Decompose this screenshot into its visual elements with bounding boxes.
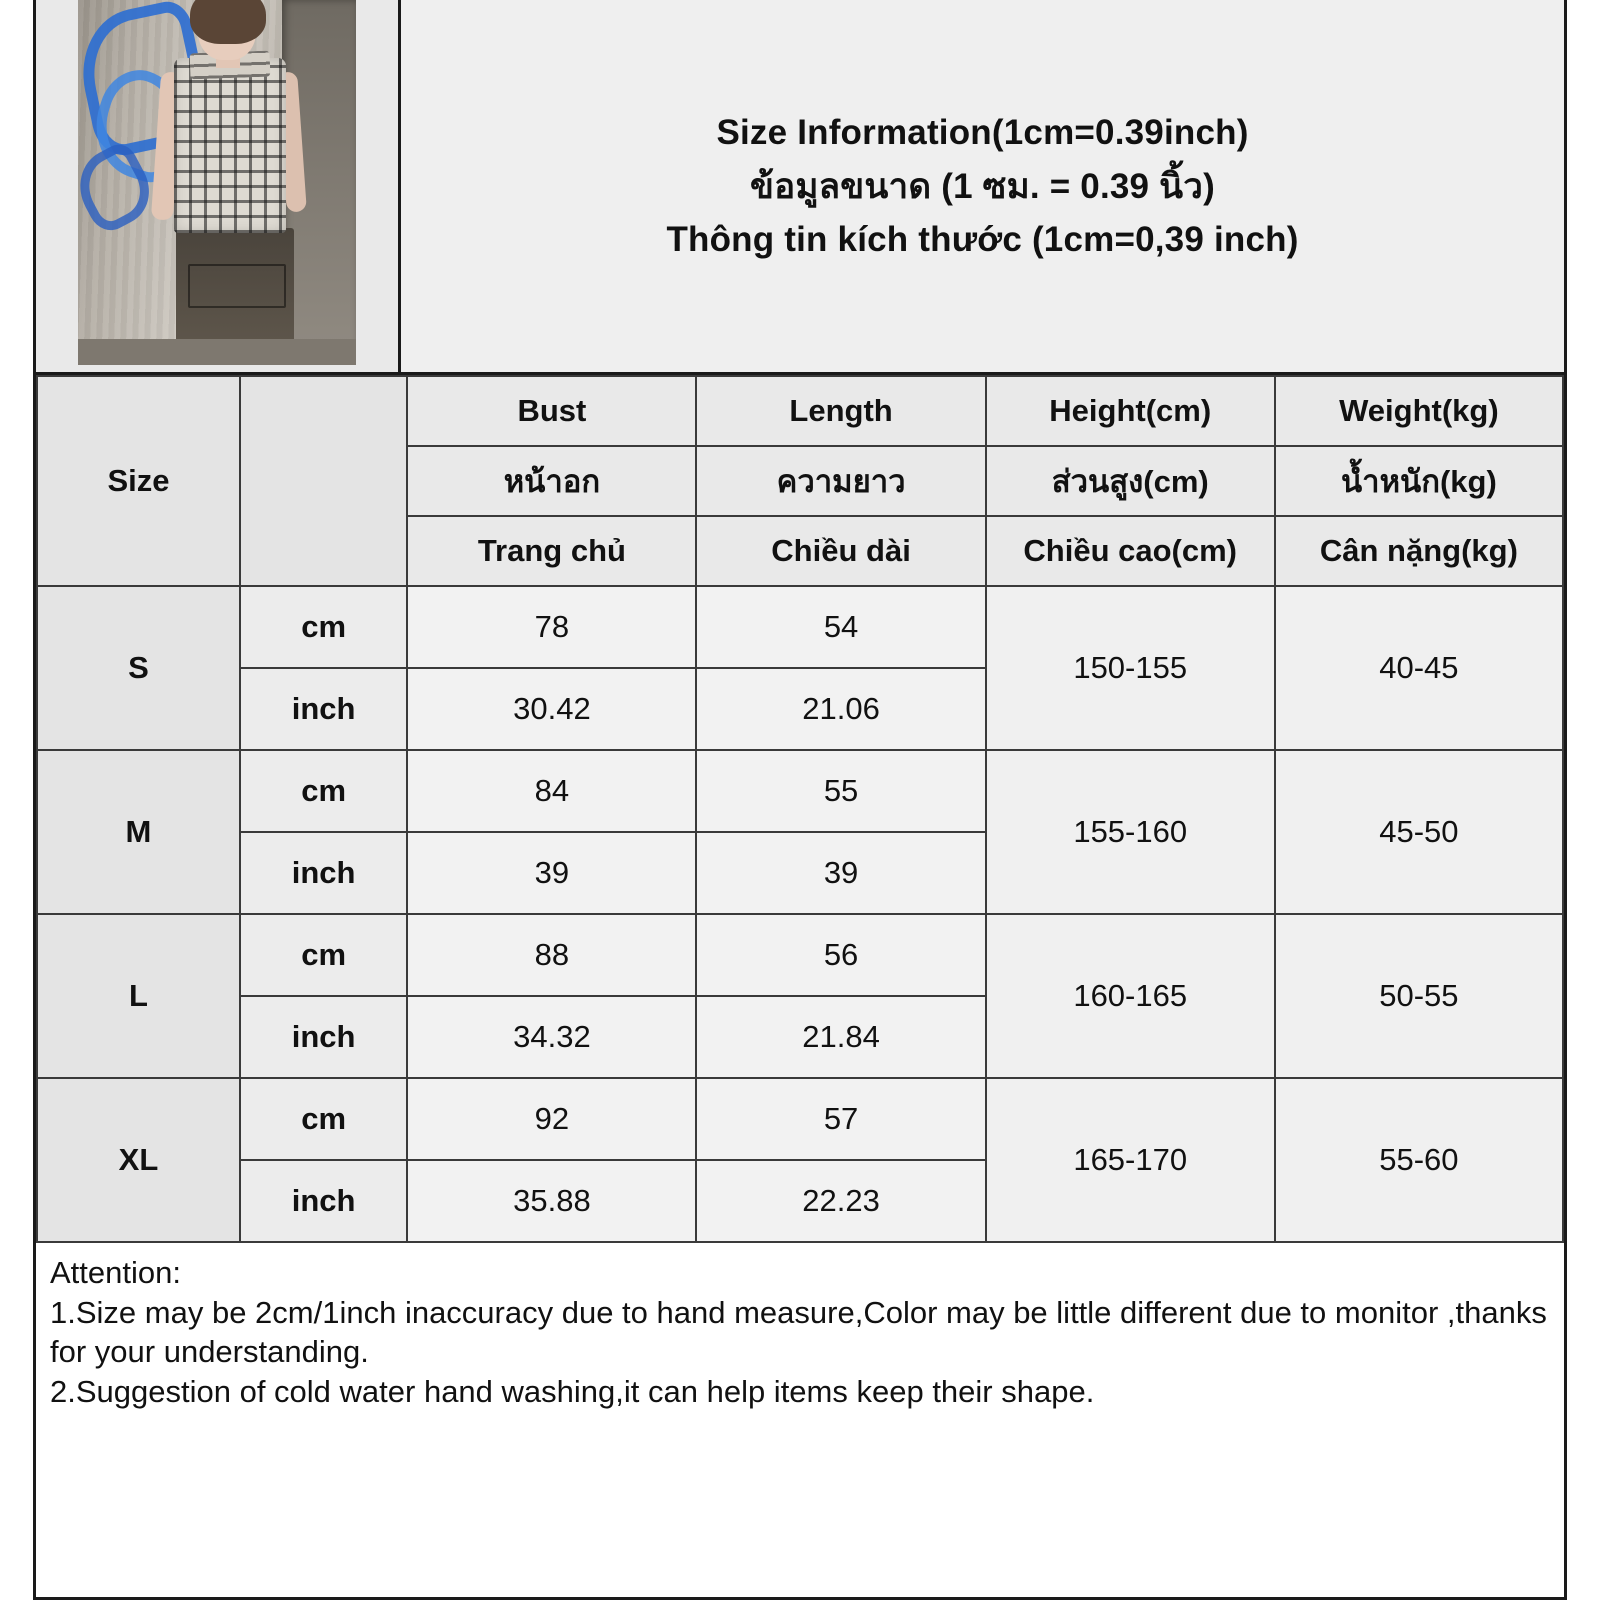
unit-cm: cm: [240, 1078, 407, 1160]
col-length-vi: Chiều dài: [696, 516, 985, 586]
m-bust-cm: 84: [407, 750, 696, 832]
l-length-cm: 56: [696, 914, 985, 996]
chart-header: [36, 0, 1564, 375]
row-size-s: S: [37, 586, 240, 750]
xl-height: 165-170: [986, 1078, 1275, 1242]
col-bust-en: Bust: [407, 376, 696, 446]
col-height-vi: Chiều cao(cm): [986, 516, 1275, 586]
l-length-inch: 21.84: [696, 996, 985, 1078]
attention-line-2: 2.Suggestion of cold water hand washing,it can help items keep their shape.: [50, 1374, 1095, 1410]
xl-bust-inch: 35.88: [407, 1160, 696, 1242]
row-size-m: M: [37, 750, 240, 914]
xl-weight: 55-60: [1275, 1078, 1563, 1242]
col-weight-vi: Cân nặng(kg): [1275, 516, 1563, 586]
s-bust-cm: 78: [407, 586, 696, 668]
table-row: [37, 1078, 1563, 1160]
unit-cm: cm: [240, 586, 407, 668]
title-block: [401, 0, 1564, 372]
unit-inch: inch: [240, 996, 407, 1078]
ground-strip: [78, 339, 356, 365]
product-photo: [78, 0, 356, 365]
l-bust-cm: 88: [407, 914, 696, 996]
product-photo-cell: [36, 0, 401, 372]
attention-line-1: 1.Size may be 2cm/1inch inaccuracy due to hand measure,Color may be little different due to monitor ,thanks for your understanding.: [50, 1294, 1547, 1370]
s-length-cm: 54: [696, 586, 985, 668]
unit-inch: inch: [240, 668, 407, 750]
row-size-l: L: [37, 914, 240, 1078]
unit-cm: cm: [240, 914, 407, 996]
m-length-cm: 55: [696, 750, 985, 832]
unit-cm: cm: [240, 750, 407, 832]
xl-length-inch: 22.23: [696, 1160, 985, 1242]
table-row: [37, 914, 1563, 996]
unit-column-header: [240, 376, 407, 586]
l-height: 160-165: [986, 914, 1275, 1078]
unit-inch: inch: [240, 832, 407, 914]
s-weight: 40-45: [1275, 586, 1563, 750]
m-height: 155-160: [986, 750, 1275, 914]
xl-bust-cm: 92: [407, 1078, 696, 1160]
col-height-en: Height(cm): [986, 376, 1275, 446]
col-weight-en: Weight(kg): [1275, 376, 1563, 446]
size-table: [36, 375, 1564, 1243]
col-height-th: ส่วนสูง(cm): [986, 446, 1275, 516]
table-header-row-en: [37, 376, 1563, 446]
attention-block: [36, 1243, 1564, 1412]
col-length-en: Length: [696, 376, 985, 446]
col-length-th: ความยาว: [696, 446, 985, 516]
s-height: 150-155: [986, 586, 1275, 750]
model-plaid-top: [174, 58, 286, 233]
col-bust-vi: Trang chủ: [407, 516, 696, 586]
col-bust-th: หน้าอก: [407, 446, 696, 516]
l-bust-inch: 34.32: [407, 996, 696, 1078]
m-bust-inch: 39: [407, 832, 696, 914]
unit-inch: inch: [240, 1160, 407, 1242]
model-hair: [190, 0, 266, 44]
row-size-xl: XL: [37, 1078, 240, 1242]
s-length-inch: 21.06: [696, 668, 985, 750]
table-row: [37, 750, 1563, 832]
s-bust-inch: 30.42: [407, 668, 696, 750]
col-weight-th: น้ำหนัก(kg): [1275, 446, 1563, 516]
size-column-header: Size: [37, 376, 240, 586]
title-line-en: Size Information(1cm=0.39inch): [716, 112, 1249, 152]
size-chart-sheet: [33, 0, 1567, 1600]
title-line-th: ข้อมูลขนาด (1 ซม. = 0.39 นิ้ว): [750, 166, 1215, 206]
attention-heading: Attention:: [50, 1255, 181, 1290]
m-weight: 45-50: [1275, 750, 1563, 914]
m-length-inch: 39: [696, 832, 985, 914]
l-weight: 50-55: [1275, 914, 1563, 1078]
table-row: [37, 586, 1563, 668]
title-line-vi: Thông tin kích thước (1cm=0,39 inch): [666, 219, 1299, 259]
xl-length-cm: 57: [696, 1078, 985, 1160]
model-skirt: [176, 228, 294, 346]
